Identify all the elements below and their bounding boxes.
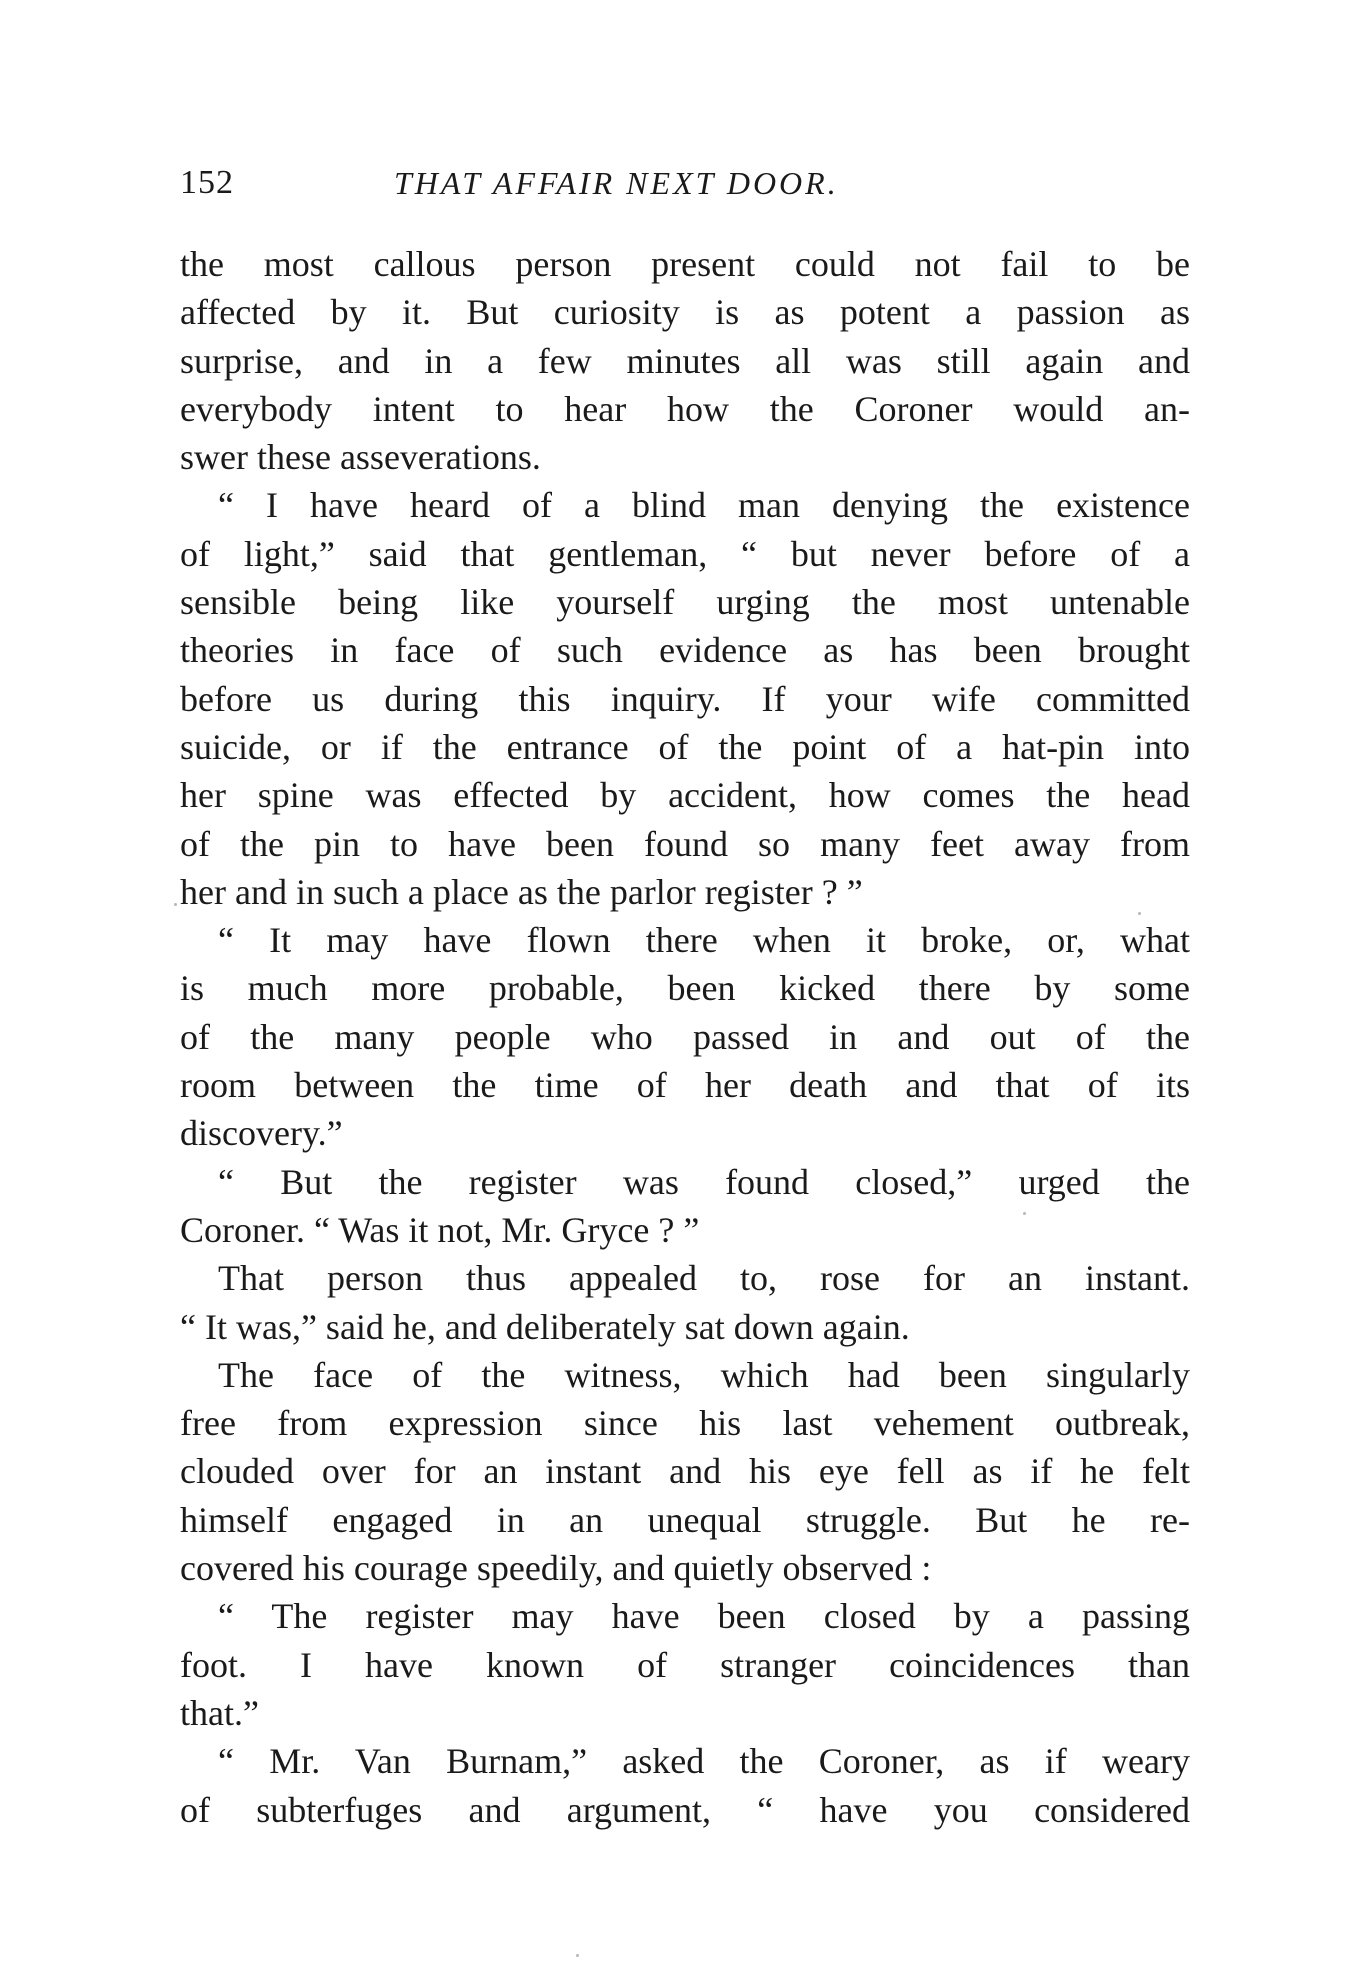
text-line: the most callous person present could not fail to be — [180, 244, 1190, 284]
text-line: room between the time of her death and that of its — [180, 1065, 1190, 1106]
text-line: “ It was,” said he, and deliberately sat down again. — [180, 1306, 910, 1347]
text-line: her spine was effected by accident, how comes the head — [180, 775, 1190, 816]
text-line: everybody intent to hear how the Coroner would an- — [180, 388, 1190, 429]
text-line: covered his courage speedily, and quietly observed : — [180, 1548, 932, 1589]
text-line: before us during this inquiry. If your wife committed — [180, 678, 1190, 719]
paper-speck — [174, 903, 177, 906]
paper-speck — [1023, 1212, 1026, 1215]
text-line: sensible being like yourself urging the most untenable — [180, 582, 1190, 623]
text-line: That person thus appealed to, rose for an instant. — [218, 1258, 1190, 1299]
paper-speck — [576, 1954, 579, 1957]
text-line: that.” — [180, 1692, 259, 1733]
text-line: surprise, and in a few minutes all was still again and — [180, 340, 1190, 381]
text-line: “ Mr. Van Burnam,” asked the Coroner, as if weary — [218, 1741, 1190, 1782]
text-line: free from expression since his last vehement outbreak, — [180, 1403, 1190, 1444]
text-line: “ But the register was found closed,” urged the — [218, 1161, 1190, 1202]
text-line: affected by it. But curiosity is as potent a passion as — [180, 292, 1190, 333]
text-line: of the pin to have been found so many feet away from — [180, 823, 1190, 864]
text-line: of light,” said that gentleman, “ but never before of a — [180, 533, 1190, 574]
text-line: clouded over for an instant and his eye fell as if he felt — [180, 1451, 1190, 1492]
body-text — [180, 240, 1190, 1834]
text-line: “ I have heard of a blind man denying the existence — [218, 485, 1190, 526]
text-line: The face of the witness, which had been singularly — [218, 1354, 1190, 1395]
paper-speck — [1138, 912, 1141, 915]
text-line: “ The register may have been closed by a passing — [218, 1596, 1190, 1637]
text-line: of subterfuges and argument, “ have you considered — [180, 1789, 1190, 1830]
text-line: discovery.” — [180, 1113, 343, 1154]
text-line: himself engaged in an unequal struggle. But he re- — [180, 1499, 1190, 1540]
text-line: Coroner. “ Was it not, Mr. Gryce ? ” — [180, 1209, 700, 1250]
text-line: her and in such a place as the parlor register ? ” — [180, 871, 863, 912]
text-line: swer these asseverations. — [180, 437, 541, 478]
text-line: “ It may have flown there when it broke, or, what — [218, 920, 1190, 961]
running-title: THAT AFFAIR NEXT DOOR. — [394, 165, 839, 201]
text-line: foot. I have known of stranger coincidences than — [180, 1644, 1190, 1685]
page-number: 152 — [180, 164, 234, 201]
text-line: suicide, or if the entrance of the point of a hat-pin into — [180, 726, 1190, 767]
text-line: is much more probable, been kicked there by some — [180, 968, 1190, 1009]
text-line: of the many people who passed in and out of the — [180, 1016, 1190, 1057]
running-head — [180, 158, 1190, 208]
text-line: theories in face of such evidence as has been brought — [180, 630, 1190, 671]
